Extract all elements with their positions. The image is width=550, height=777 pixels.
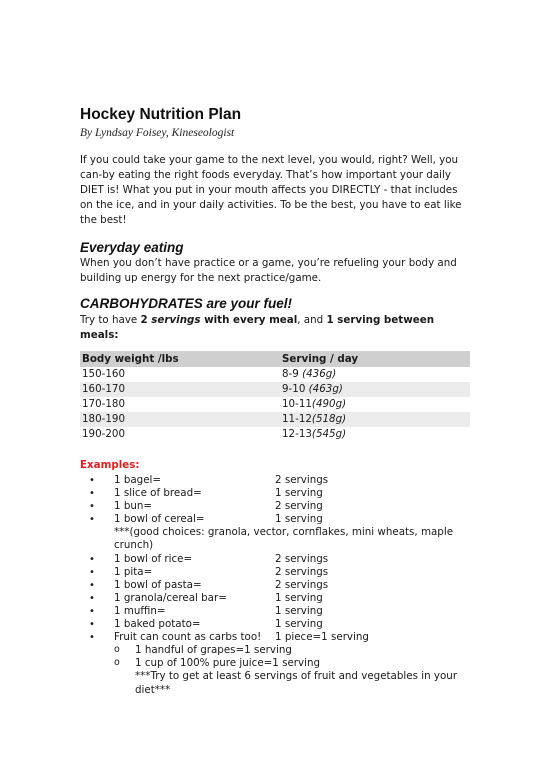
intro-paragraph: If you could take your game to the next level, you would, right? Well, you can-by eating the right foods everyday. That’s how important your daily DIET is! What you put in your mouth affects you DIRECTLY - that includes on the ice, and in your daily activities. To be the best, you have to eat like the best! [80, 154, 462, 226]
everyday-paragraph: When you don’t have practice or a game, you’re refueling your body and building up energy for the next practice/game. [80, 257, 457, 284]
examples-heading: Examples: [80, 459, 140, 471]
everyday-heading: Everyday eating [80, 240, 184, 255]
header-body-weight: Body weight /lbs [80, 351, 280, 367]
examples-list [80, 474, 472, 526]
list-item: • 1 slice of bread= 1 serving [80, 487, 472, 500]
serving-cell: 8-9 (436g) [280, 367, 470, 382]
page-content [80, 105, 472, 697]
weight-cell: 190-200 [80, 427, 280, 442]
header-serving-per-day: Serving / day [280, 351, 470, 367]
table-row [80, 397, 470, 412]
list-item: • 1 bun= 2 serving [80, 500, 472, 513]
table-row [80, 427, 470, 442]
list-item: • 1 bowl of cereal= 1 serving [80, 513, 472, 526]
list-item: • 1 pita= 2 servings [80, 566, 472, 579]
serving-cell: 10-11(490g) [280, 397, 470, 412]
table-row [80, 412, 470, 427]
weight-cell: 180-190 [80, 412, 280, 427]
servings-table [80, 351, 470, 442]
list-item: • 1 bowl of rice= 2 servings [80, 553, 472, 566]
fruit-note: ***Try to get at least 6 servings of fruit and vegetables in your diet*** [135, 670, 458, 696]
serving-cell: 9-10 (463g) [280, 382, 470, 397]
list-item: • Fruit can count as carbs too! 1 piece=1 serving [80, 631, 472, 644]
weight-cell: 160-170 [80, 382, 280, 397]
sub-list-item: o 1 handful of grapes=1 serving [80, 644, 472, 657]
carbs-lead: Try to have 2 servings with every meal, and 1 serving between meals: [80, 314, 435, 341]
cereal-note: ***(good choices: granola, vector, cornflakes, mini wheats, maple crunch) [114, 526, 454, 552]
list-item: • 1 muffin= 1 serving [80, 605, 472, 618]
list-item: • 1 bagel= 2 servings [80, 474, 472, 487]
document-title: Hockey Nutrition Plan [80, 106, 242, 123]
serving-cell: 12-13(545g) [280, 427, 470, 442]
carbs-heading: CARBOHYDRATES are your fuel! [80, 296, 293, 311]
sub-list-item: o 1 cup of 100% pure juice=1 serving [80, 657, 472, 670]
fruit-sublist [80, 644, 472, 670]
weight-cell: 150-160 [80, 367, 280, 382]
serving-cell: 11-12(518g) [280, 412, 470, 427]
list-item: • 1 granola/cereal bar= 1 serving [80, 592, 472, 605]
table-row [80, 382, 470, 397]
examples-list-continued [80, 553, 472, 645]
table-header-row [80, 351, 470, 367]
list-item: • 1 bowl of pasta= 2 servings [80, 579, 472, 592]
table-row [80, 367, 470, 382]
list-item: • 1 baked potato= 1 serving [80, 618, 472, 631]
weight-cell: 170-180 [80, 397, 280, 412]
author-byline: By Lyndsay Foisey, Kineseologist [80, 127, 235, 139]
